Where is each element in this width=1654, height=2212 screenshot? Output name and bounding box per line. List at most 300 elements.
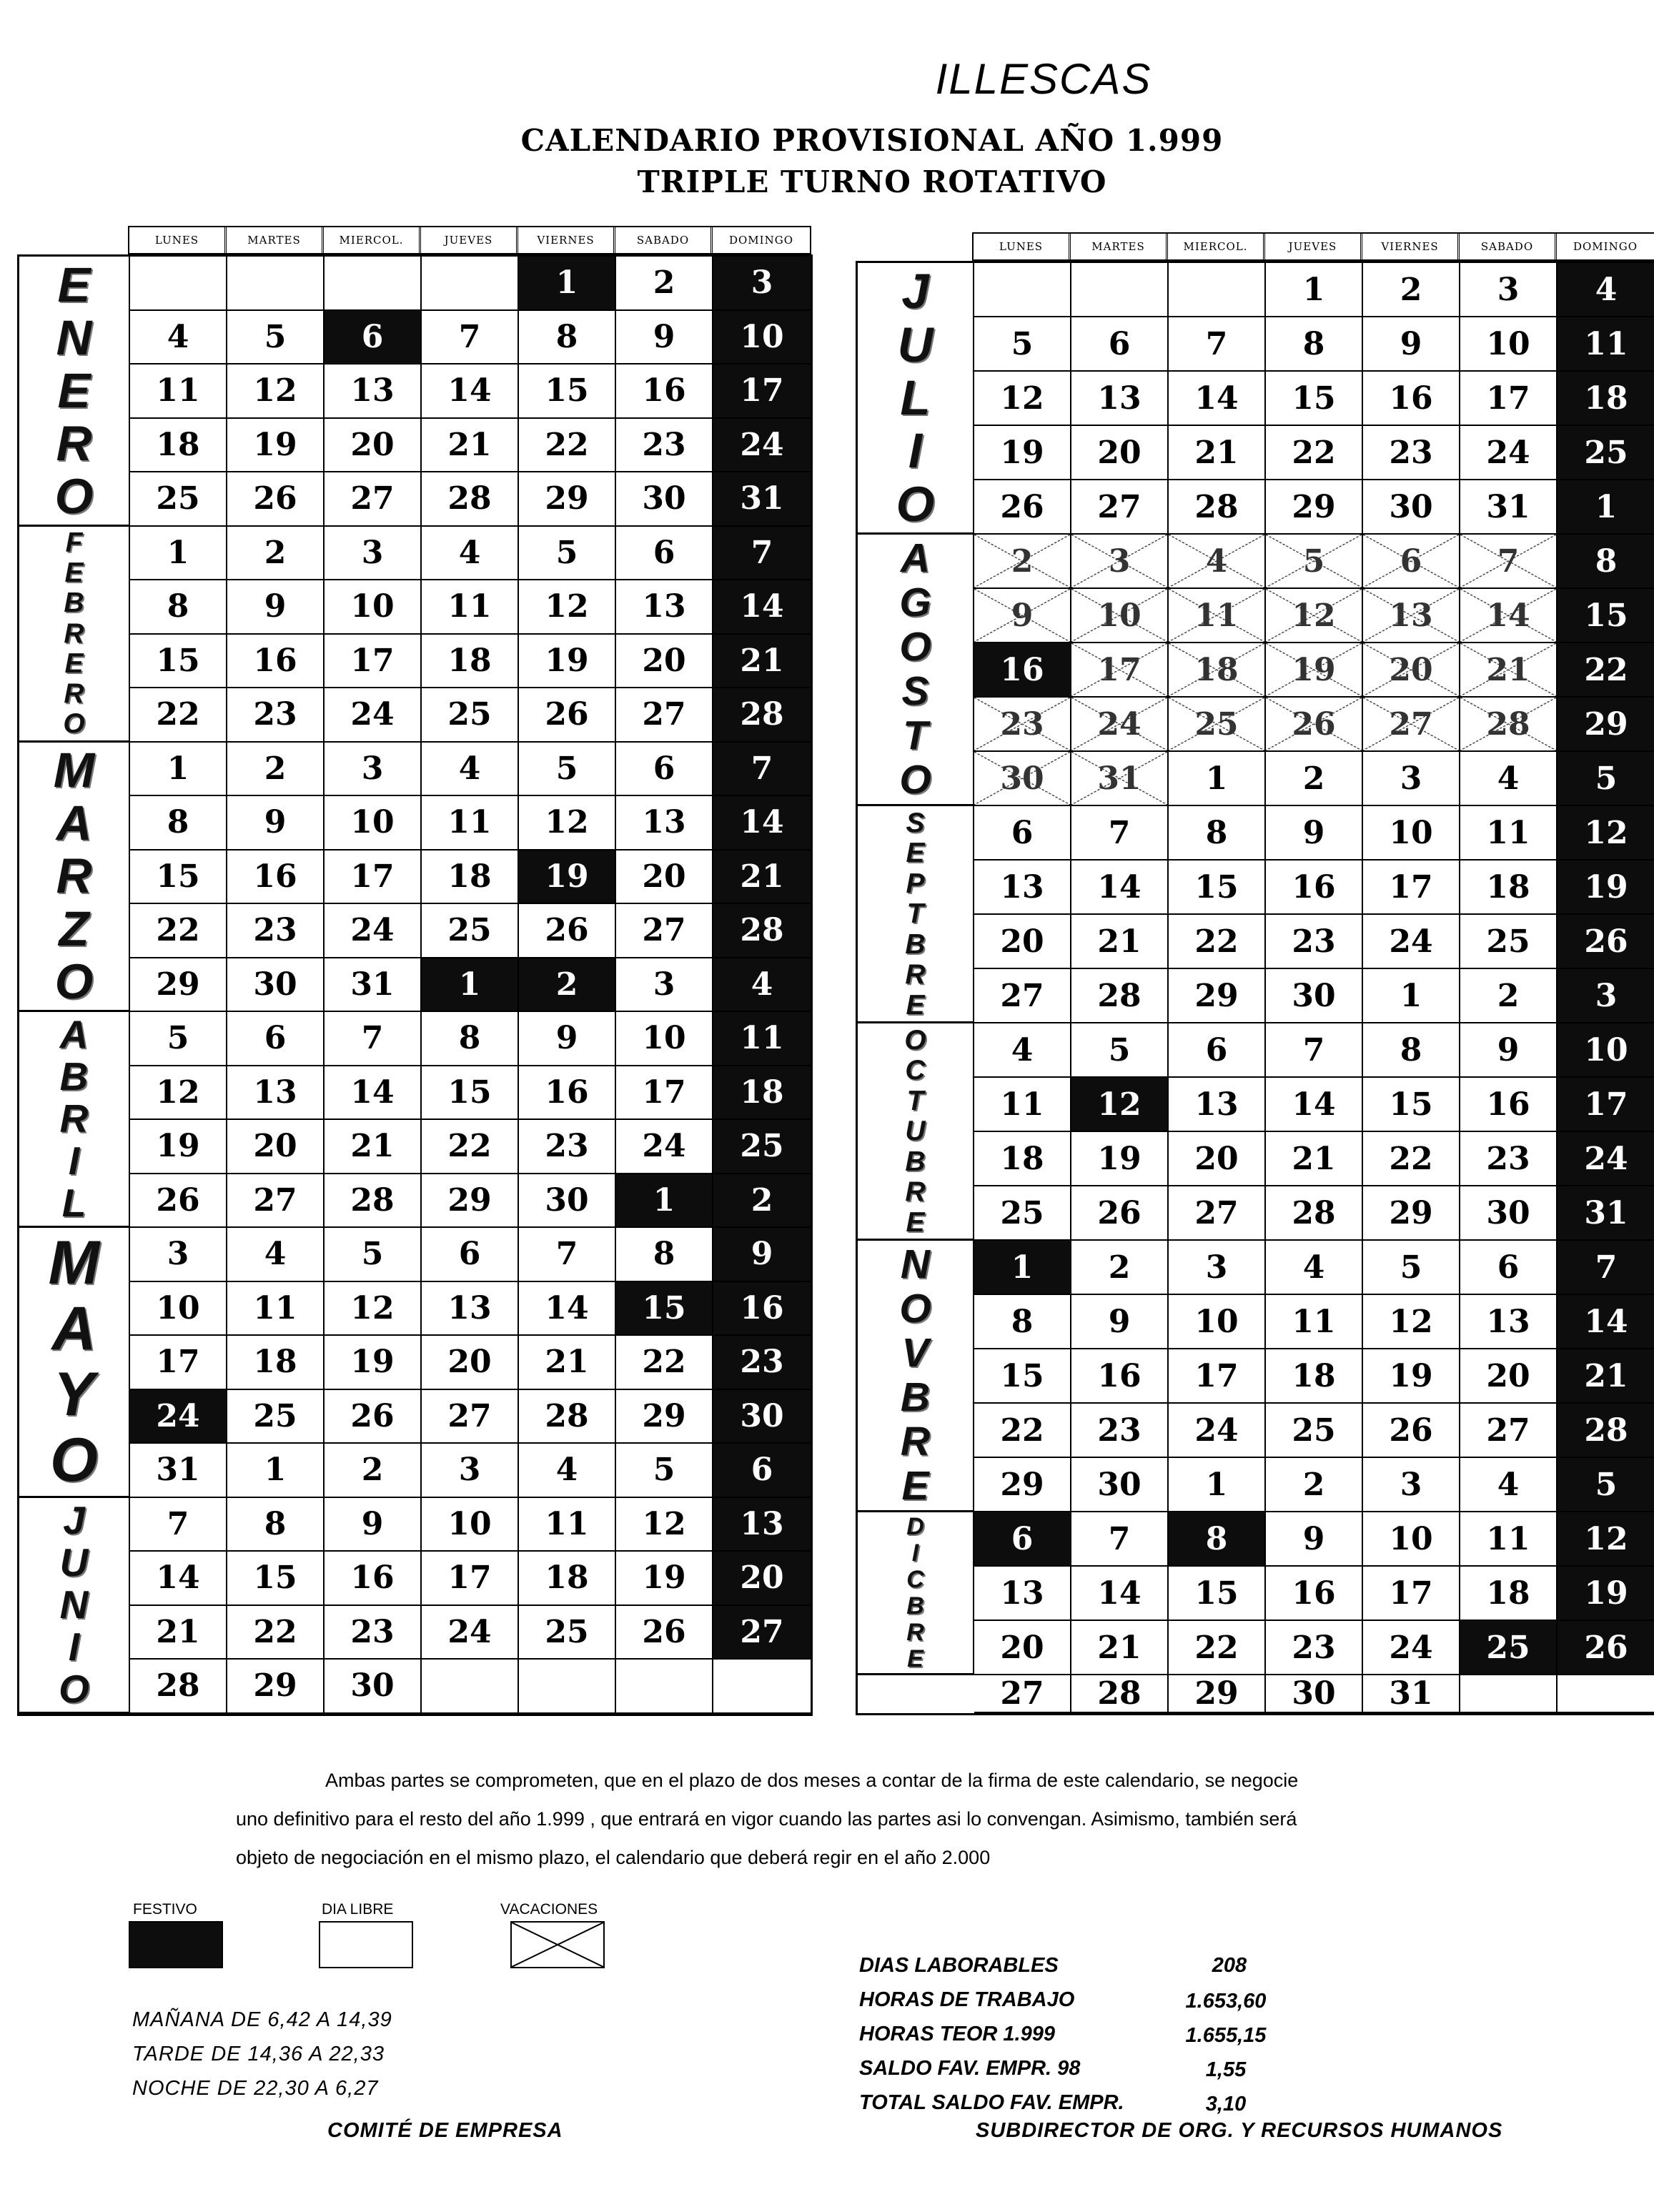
day-cell: 6 (1071, 317, 1169, 372)
holiday-day-cell: 26 (1558, 1621, 1654, 1675)
day-cell: 21 (325, 1120, 422, 1174)
month-letter: I (908, 423, 923, 479)
day-cell: 20 (1460, 1349, 1558, 1404)
signature-hr-director: SUBDIRECTOR DE ORG. Y RECURSOS HUMANOS (976, 2119, 1503, 2142)
day-cell: 22 (227, 1606, 325, 1660)
holiday-day-cell: 20 (713, 1552, 811, 1606)
day-cell: 13 (616, 796, 713, 850)
holiday-day-cell: 18 (1558, 372, 1654, 426)
day-cell: 2 (227, 743, 325, 797)
day-number: 7 (1497, 542, 1520, 580)
day-cell: 3 (422, 1444, 519, 1498)
day-cell: 16 (1266, 1567, 1363, 1621)
shift-afternoon: TARDE DE 14,36 A 22,33 (132, 2043, 385, 2065)
holiday-day-cell: 2 (713, 1174, 811, 1229)
day-cell: 2 (1071, 1241, 1169, 1295)
day-cell: 26 (974, 480, 1071, 535)
month-letter: P (906, 868, 925, 899)
month-letter: C (906, 1566, 924, 1593)
holiday-day-cell: 21 (713, 850, 811, 905)
day-cell: 11 (519, 1498, 616, 1552)
month-letter: A (59, 1012, 89, 1056)
day-cell: 25 (519, 1606, 616, 1660)
day-cell: 3 (325, 743, 422, 797)
day-cell: 23 (1266, 915, 1363, 969)
day-cell: 2 (1460, 969, 1558, 1023)
day-cell: 25 (130, 472, 227, 527)
vacation-day-cell (1266, 535, 1363, 589)
calendar-title: CALENDARIO PROVISIONAL AÑO 1.999 (520, 123, 1224, 158)
day-cell: 20 (227, 1120, 325, 1174)
month-letter: S (901, 668, 929, 714)
month-letter: B (64, 587, 84, 619)
day-cell: 29 (1169, 1675, 1266, 1713)
day-cell: 15 (519, 364, 616, 419)
vacation-day-cell (1460, 535, 1558, 589)
agreement-note-line: objeto de negociación en el mismo plazo, el calendario que deberá regir en el año 2.000 (236, 1847, 991, 1868)
day-cell: 26 (616, 1606, 713, 1660)
day-cell: 2 (227, 527, 325, 581)
day-cell: 15 (1169, 861, 1266, 915)
holiday-day-cell: 19 (519, 850, 616, 905)
month-letter: T (906, 1085, 924, 1116)
stat-value: 208 (1212, 1954, 1247, 1977)
day-cell: 11 (974, 1078, 1071, 1132)
vacation-day-cell (1266, 698, 1363, 752)
month-letter: A (51, 1294, 96, 1364)
day-cell: 23 (1071, 1404, 1169, 1458)
day-cell: 12 (325, 1282, 422, 1336)
holiday-day-cell: 1 (1558, 480, 1654, 535)
day-number: 5 (1302, 542, 1325, 580)
day-cell: 22 (130, 904, 227, 958)
day-cell: 7 (325, 1012, 422, 1066)
holiday-day-cell: 11 (713, 1012, 811, 1066)
day-cell: 9 (1071, 1295, 1169, 1349)
day-cell: 17 (325, 635, 422, 689)
day-cell: 14 (422, 364, 519, 419)
day-cell: 15 (130, 850, 227, 905)
day-cell: 8 (227, 1498, 325, 1552)
day-cell: 17 (1169, 1349, 1266, 1404)
month-letter: M (48, 1229, 100, 1298)
month-letter: T (906, 898, 924, 929)
holiday-day-cell: 19 (1558, 1567, 1654, 1621)
holiday-day-cell: 22 (1558, 643, 1654, 698)
day-cell: 30 (1460, 1186, 1558, 1241)
day-cell: 16 (227, 850, 325, 905)
day-cell: 19 (519, 635, 616, 689)
holiday-day-cell: 1 (974, 1241, 1071, 1295)
day-cell: 24 (1363, 915, 1460, 969)
month-letter: E (57, 362, 91, 418)
vacation-day-cell (1363, 589, 1460, 643)
day-cell: 21 (519, 1336, 616, 1390)
day-cell: 24 (1460, 426, 1558, 480)
holiday-day-cell: 28 (1558, 1404, 1654, 1458)
month-letter: B (900, 1374, 931, 1420)
month-letter: B (59, 1054, 89, 1098)
day-cell: 28 (1071, 1675, 1169, 1713)
holiday-day-cell: 27 (713, 1606, 811, 1660)
empty-day-cell (227, 257, 325, 311)
day-cell: 29 (422, 1174, 519, 1229)
holiday-day-cell: 7 (1558, 1241, 1654, 1295)
stat-value: 1,55 (1205, 2058, 1247, 2081)
day-cell: 18 (1460, 861, 1558, 915)
holiday-day-cell: 25 (1558, 426, 1654, 480)
day-cell: 8 (422, 1012, 519, 1066)
day-cell: 20 (1169, 1132, 1266, 1186)
day-number: 31 (1097, 760, 1142, 797)
weekday-label: MIERCOL. (324, 227, 421, 253)
day-cell: 18 (1460, 1567, 1558, 1621)
month-letter: R (900, 1419, 931, 1464)
day-cell: 14 (519, 1282, 616, 1336)
day-cell: 11 (130, 364, 227, 419)
holiday-day-cell: 5 (1558, 1458, 1654, 1512)
day-cell: 5 (1071, 1023, 1169, 1078)
day-cell: 27 (227, 1174, 325, 1229)
day-cell: 27 (422, 1390, 519, 1444)
month-letter: R (59, 1096, 89, 1141)
stat-label: TOTAL SALDO FAV. EMPR. (859, 2091, 1124, 2114)
vacation-day-cell (974, 535, 1071, 589)
stat-value: 3,10 (1205, 2093, 1247, 2116)
day-cell: 13 (227, 1066, 325, 1121)
vacation-day-cell (974, 698, 1071, 752)
day-cell: 29 (227, 1660, 325, 1714)
month-label (19, 1012, 130, 1228)
vacation-day-cell (1071, 698, 1169, 752)
day-cell: 22 (422, 1120, 519, 1174)
day-number: 6 (1400, 542, 1422, 580)
day-number: 9 (1011, 597, 1034, 634)
day-cell: 3 (616, 958, 713, 1013)
day-cell: 24 (1363, 1621, 1460, 1675)
day-number: 4 (1205, 542, 1228, 580)
day-cell: 20 (422, 1336, 519, 1390)
day-cell: 23 (519, 1120, 616, 1174)
day-cell: 6 (616, 743, 713, 797)
day-cell: 23 (1266, 1621, 1363, 1675)
holiday-day-cell: 28 (713, 688, 811, 743)
holiday-day-cell: 30 (713, 1390, 811, 1444)
day-cell: 28 (1071, 969, 1169, 1023)
holiday-day-cell: 14 (1558, 1295, 1654, 1349)
month-letter: U (897, 317, 934, 372)
month-letter: C (905, 1055, 926, 1086)
day-number: 10 (1097, 597, 1142, 634)
day-cell: 7 (422, 311, 519, 365)
day-cell: 10 (1363, 1512, 1460, 1567)
day-cell: 3 (1460, 263, 1558, 317)
day-cell: 17 (616, 1066, 713, 1121)
month-letter: R (64, 618, 84, 649)
holiday-day-cell: 13 (713, 1498, 811, 1552)
holiday-day-cell: 24 (130, 1390, 227, 1444)
day-cell: 8 (1266, 317, 1363, 372)
month-letter: R (906, 1619, 924, 1646)
holiday-day-cell: 6 (974, 1512, 1071, 1567)
day-cell: 18 (422, 635, 519, 689)
vacation-day-cell (1071, 643, 1169, 698)
empty-day-cell (713, 1660, 811, 1714)
day-cell: 6 (1460, 1241, 1558, 1295)
day-cell: 16 (1460, 1078, 1558, 1132)
vacation-day-cell (974, 589, 1071, 643)
day-cell: 14 (1071, 1567, 1169, 1621)
holiday-day-cell: 8 (1558, 535, 1654, 589)
day-cell: 21 (1071, 1621, 1169, 1675)
vacation-day-cell (1266, 643, 1363, 698)
month-letter: O (899, 624, 931, 670)
day-cell: 28 (1169, 480, 1266, 535)
day-cell: 2 (616, 257, 713, 311)
day-cell: 1 (227, 1444, 325, 1498)
day-cell: 27 (616, 904, 713, 958)
day-cell: 14 (1071, 861, 1169, 915)
day-cell: 20 (974, 1621, 1071, 1675)
day-cell: 15 (1266, 372, 1363, 426)
day-cell: 28 (130, 1660, 227, 1714)
day-cell: 27 (1071, 480, 1169, 535)
empty-day-cell (974, 263, 1071, 317)
holiday-day-cell: 9 (713, 1228, 811, 1282)
month-letter: D (906, 1513, 924, 1540)
empty-day-cell (1169, 263, 1266, 317)
weekday-label: SABADO (1460, 234, 1557, 259)
holiday-day-cell: 16 (713, 1282, 811, 1336)
holiday-day-cell: 1 (519, 257, 616, 311)
day-cell: 6 (616, 527, 713, 581)
day-number: 27 (1389, 705, 1433, 743)
day-number: 24 (1097, 705, 1142, 743)
day-number: 23 (1000, 705, 1044, 743)
day-cell: 3 (325, 527, 422, 581)
weekday-label: DOMINGO (728, 234, 793, 247)
month-label (19, 1228, 130, 1498)
vacation-day-cell (974, 752, 1071, 806)
day-number: 11 (1194, 597, 1239, 634)
month-letter: J (901, 264, 929, 319)
month-label (19, 527, 130, 743)
month-letter: B (906, 1592, 924, 1620)
month-letter: O (63, 708, 85, 740)
vacation-day-cell (1363, 698, 1460, 752)
day-cell: 15 (422, 1066, 519, 1121)
day-number: 12 (1292, 597, 1336, 634)
holiday-day-cell: 24 (713, 419, 811, 473)
holiday-day-cell: 12 (1558, 806, 1654, 861)
day-cell: 9 (1460, 1023, 1558, 1078)
day-cell: 7 (1266, 1023, 1363, 1078)
vacation-day-cell (1169, 643, 1266, 698)
day-cell: 22 (130, 688, 227, 743)
stat-label: DIAS LABORABLES (859, 1954, 1059, 1977)
day-cell: 5 (616, 1444, 713, 1498)
empty-day-cell (1071, 263, 1169, 317)
month-label (858, 1512, 974, 1675)
month-letter: E (906, 1206, 925, 1238)
day-cell: 28 (325, 1174, 422, 1229)
day-cell: 16 (1266, 861, 1363, 915)
day-cell: 22 (1169, 1621, 1266, 1675)
day-number: 17 (1097, 651, 1142, 688)
day-cell: 17 (1363, 861, 1460, 915)
day-cell: 25 (422, 904, 519, 958)
empty-day-cell (422, 257, 519, 311)
day-cell: 27 (616, 688, 713, 743)
day-cell: 29 (974, 1458, 1071, 1512)
month-letter: E (64, 557, 84, 588)
month-letter: J (63, 1497, 85, 1542)
weekday-header (972, 232, 1654, 261)
month-letter: B (905, 1146, 926, 1177)
agreement-note-line: uno definitivo para el resto del año 1.999 , que entrará en vigor cuando las partes asi lo convengan. Asimismo, también será (236, 1808, 1297, 1830)
day-cell: 2 (325, 1444, 422, 1498)
vacation-day-cell (1169, 698, 1266, 752)
day-cell: 30 (616, 472, 713, 527)
day-cell: 30 (325, 1660, 422, 1714)
month-label (858, 1023, 974, 1241)
day-cell: 18 (1266, 1349, 1363, 1404)
day-cell: 29 (1266, 480, 1363, 535)
day-cell: 1 (1266, 263, 1363, 317)
legend-festivo-label: FESTIVO (133, 1901, 197, 1918)
calendar-grid (856, 261, 1654, 1715)
day-cell: 9 (1266, 806, 1363, 861)
holiday-day-cell: 8 (1169, 1512, 1266, 1567)
day-cell: 20 (616, 850, 713, 905)
signature-works-committee: COMITÉ DE EMPRESA (327, 2119, 563, 2142)
day-cell: 22 (1266, 426, 1363, 480)
holiday-day-cell: 7 (713, 743, 811, 797)
day-cell: 3 (1363, 1458, 1460, 1512)
day-cell: 17 (325, 850, 422, 905)
day-cell: 20 (974, 915, 1071, 969)
day-cell: 12 (616, 1498, 713, 1552)
day-cell: 6 (974, 806, 1071, 861)
legend-vacaciones-swatch (510, 1921, 605, 1968)
day-cell: 19 (1071, 1132, 1169, 1186)
empty-day-cell (325, 257, 422, 311)
day-cell: 8 (1169, 806, 1266, 861)
day-cell: 9 (1266, 1512, 1363, 1567)
day-cell: 19 (325, 1336, 422, 1390)
day-number: 3 (1108, 542, 1131, 580)
weekday-label: VIERNES (1362, 234, 1460, 259)
day-cell: 4 (1460, 752, 1558, 806)
day-cell: 8 (974, 1295, 1071, 1349)
holiday-day-cell: 25 (713, 1120, 811, 1174)
day-cell: 27 (1169, 1186, 1266, 1241)
day-cell: 6 (422, 1228, 519, 1282)
month-letter: O (899, 757, 931, 803)
month-letter: O (54, 468, 94, 524)
day-cell: 10 (1363, 806, 1460, 861)
legend-vacaciones-label: VACACIONES (500, 1901, 598, 1918)
day-cell: 23 (1460, 1132, 1558, 1186)
day-cell: 13 (1071, 372, 1169, 426)
day-cell: 22 (974, 1404, 1071, 1458)
day-cell: 27 (974, 969, 1071, 1023)
day-cell: 27 (974, 1675, 1071, 1713)
day-cell: 9 (325, 1498, 422, 1552)
weekday-label: JUEVES (1265, 234, 1362, 259)
month-letter: U (59, 1539, 89, 1584)
holiday-day-cell: 23 (713, 1336, 811, 1390)
stat-label: HORAS TEOR 1.999 (859, 2023, 1055, 2045)
day-cell: 1 (1169, 1458, 1266, 1512)
day-cell: 7 (1169, 317, 1266, 372)
month-label (858, 535, 974, 806)
day-cell: 8 (616, 1228, 713, 1282)
day-cell: 7 (1071, 806, 1169, 861)
month-label (19, 257, 130, 527)
day-cell: 1 (1363, 969, 1460, 1023)
holiday-day-cell: 31 (1558, 1186, 1654, 1241)
vacation-day-cell (1363, 535, 1460, 589)
day-cell: 26 (1363, 1404, 1460, 1458)
month-letter: A (56, 795, 92, 851)
day-cell: 21 (1169, 426, 1266, 480)
vacation-day-cell (1169, 535, 1266, 589)
day-cell: 15 (1363, 1078, 1460, 1132)
day-cell: 28 (422, 472, 519, 527)
month-letter: E (64, 648, 84, 679)
day-cell: 5 (1363, 1241, 1460, 1295)
month-letter: R (905, 1176, 926, 1207)
day-cell: 17 (130, 1336, 227, 1390)
day-cell: 9 (1363, 317, 1460, 372)
day-cell: 15 (974, 1349, 1071, 1404)
empty-day-cell (422, 1660, 519, 1714)
weekday-label: DOMINGO (1573, 240, 1638, 253)
day-cell: 18 (227, 1336, 325, 1390)
day-cell: 15 (130, 635, 227, 689)
day-cell: 10 (325, 580, 422, 635)
day-cell: 8 (130, 580, 227, 635)
weekday-label: MIERCOL. (1168, 234, 1265, 259)
day-cell: 15 (227, 1552, 325, 1606)
day-cell: 17 (1460, 372, 1558, 426)
day-cell: 30 (1266, 1675, 1363, 1713)
day-cell: 5 (227, 311, 325, 365)
empty-day-cell (1460, 1675, 1558, 1713)
day-cell: 28 (1266, 1186, 1363, 1241)
day-cell: 29 (130, 958, 227, 1013)
legend-dia-libre-swatch (319, 1921, 413, 1968)
day-cell: 13 (325, 364, 422, 419)
day-cell: 10 (616, 1012, 713, 1066)
day-number: 13 (1389, 597, 1433, 634)
month-letter: T (903, 713, 928, 758)
day-cell: 11 (422, 580, 519, 635)
day-cell: 25 (422, 688, 519, 743)
day-cell: 4 (519, 1444, 616, 1498)
day-cell: 24 (325, 688, 422, 743)
holiday-day-cell: 4 (1558, 263, 1654, 317)
day-cell: 16 (519, 1066, 616, 1121)
month-letter: S (906, 807, 925, 838)
day-cell: 28 (519, 1390, 616, 1444)
day-cell: 15 (1169, 1567, 1266, 1621)
holiday-day-cell: 15 (1558, 589, 1654, 643)
holiday-day-cell: 16 (974, 643, 1071, 698)
day-number: 30 (1000, 760, 1044, 797)
day-cell: 26 (227, 472, 325, 527)
